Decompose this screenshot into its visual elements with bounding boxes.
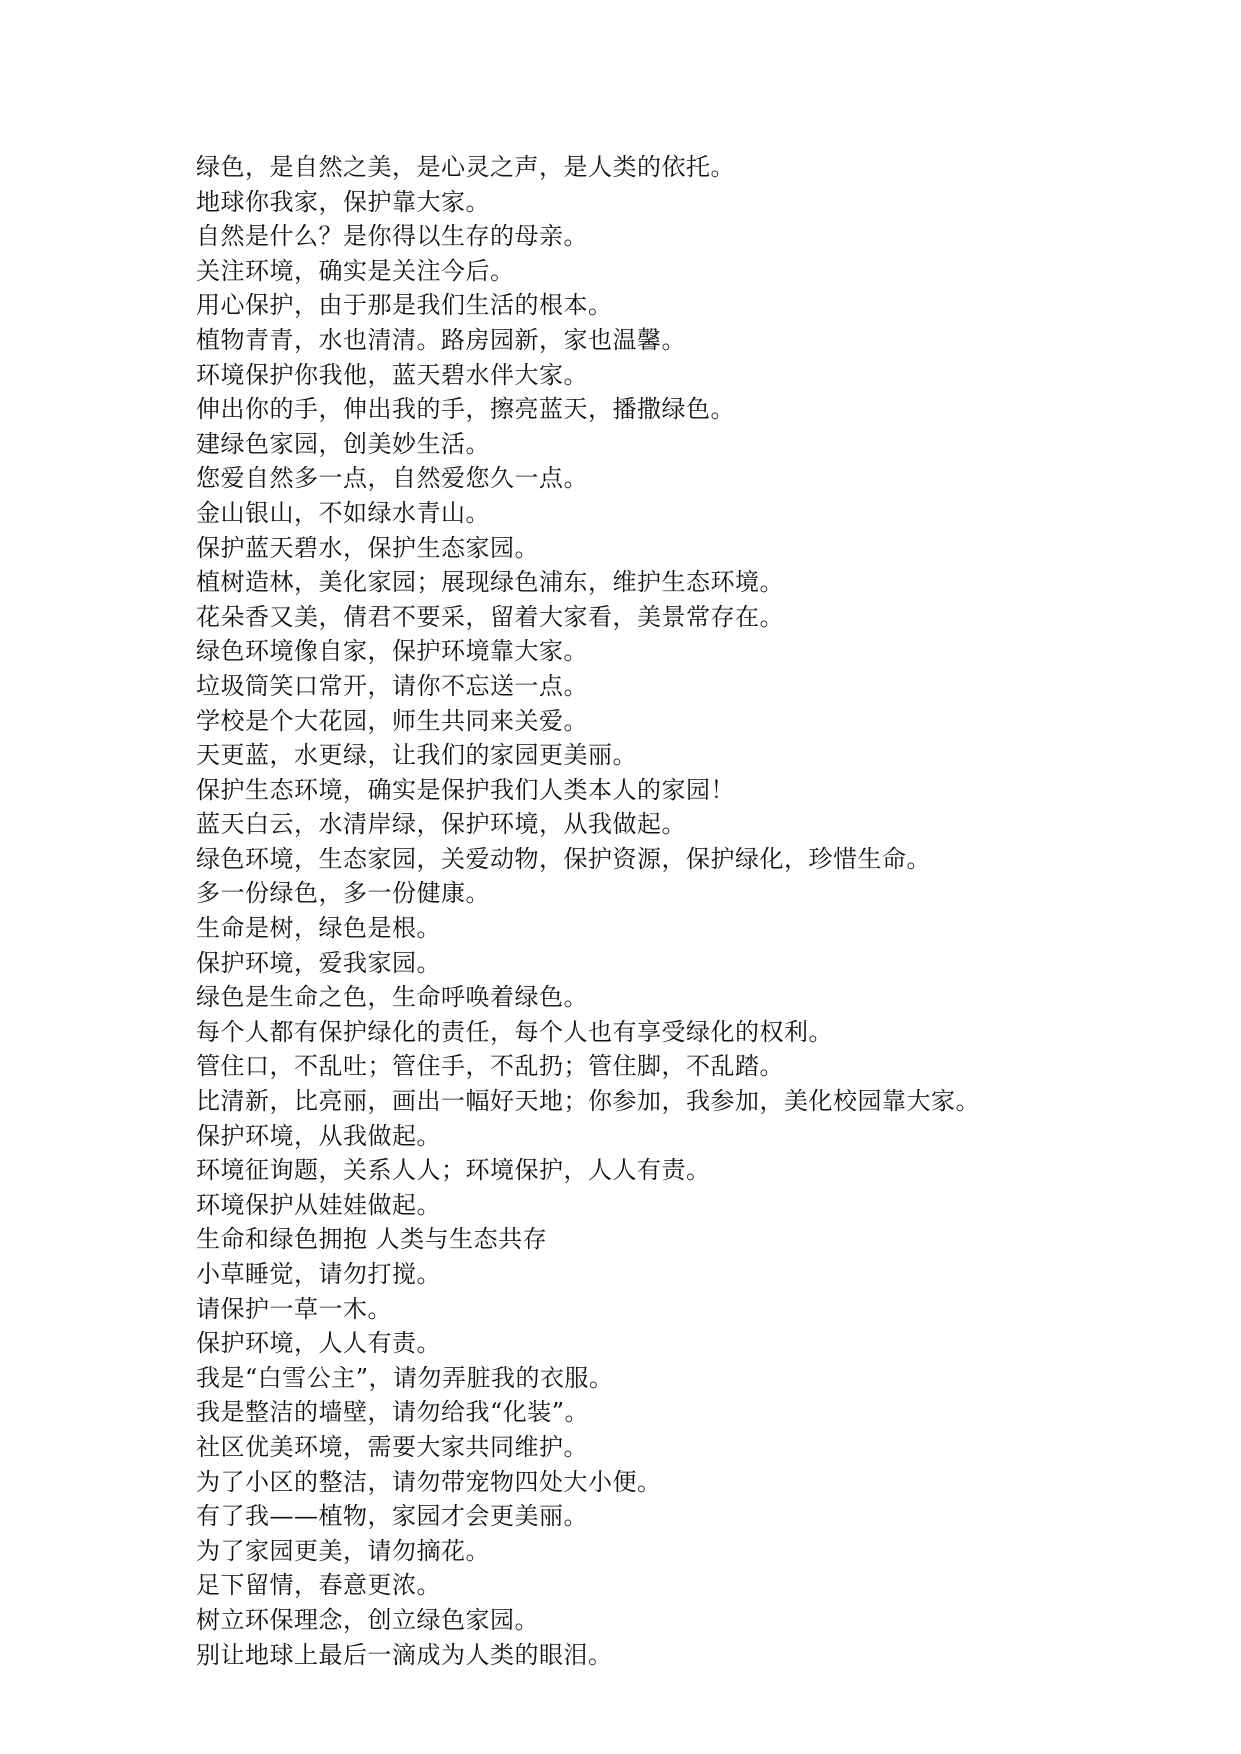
slogan-line: 环境征询题，关系人人；环境保护，人人有责。 bbox=[196, 1156, 711, 1185]
slogan-line: 您爱自然多一点，自然爱您久一点。 bbox=[196, 464, 588, 493]
slogan-line: 保护蓝天碧水，保护生态家园。 bbox=[196, 533, 539, 562]
slogan-list bbox=[196, 150, 1176, 1672]
slogan-line: 我是整洁的墙壁，请勿给我“化装”。 bbox=[196, 1398, 590, 1427]
slogan-line: 学校是个大花园，师生共同来关爱。 bbox=[196, 706, 588, 735]
slogan-line: 比清新，比亮丽，画出一幅好天地；你参加，我参加，美化校园靠大家。 bbox=[196, 1087, 980, 1116]
slogan-line: 别让地球上最后一滴成为人类的眼泪。 bbox=[196, 1640, 613, 1669]
slogan-line: 绿色环境像自家，保护环境靠大家。 bbox=[196, 637, 588, 666]
slogan-line: 关注环境，确实是关注今后。 bbox=[196, 256, 515, 285]
slogan-line: 每个人都有保护绿化的责任，每个人也有享受绿化的权利。 bbox=[196, 1017, 833, 1046]
slogan-line: 保护环境，爱我家园。 bbox=[196, 948, 441, 977]
slogan-line: 多一份绿色，多一份健康。 bbox=[196, 879, 490, 908]
slogan-line: 我是“白雪公主”，请勿弄脏我的衣服。 bbox=[196, 1363, 614, 1392]
slogan-line: 生命和绿色拥抱 人类与生态共存 bbox=[196, 1225, 548, 1254]
slogan-line: 绿色是生命之色，生命呼唤着绿色。 bbox=[196, 983, 588, 1012]
slogan-line: 伸出你的手，伸出我的手，擦亮蓝天，播撒绿色。 bbox=[196, 395, 735, 424]
slogan-line: 保护环境，从我做起。 bbox=[196, 1121, 441, 1150]
slogan-line: 花朵香又美，倩君不要采，留着大家看，美景常存在。 bbox=[196, 602, 784, 631]
slogan-line: 自然是什么？是你得以生存的母亲。 bbox=[196, 222, 588, 251]
slogan-line: 环境保护从娃娃做起。 bbox=[196, 1190, 441, 1219]
slogan-line: 金山银山，不如绿水青山。 bbox=[196, 498, 490, 527]
slogan-line: 请保护一草一木。 bbox=[196, 1294, 392, 1323]
slogan-line: 生命是树，绿色是根。 bbox=[196, 914, 441, 943]
slogan-line: 蓝天白云，水清岸绿，保护环境，从我做起。 bbox=[196, 810, 686, 839]
slogan-line: 为了小区的整洁，请勿带宠物四处大小便。 bbox=[196, 1467, 662, 1496]
slogan-line: 保护生态环境，确实是保护我们人类本人的家园！ bbox=[196, 775, 735, 804]
slogan-line: 树立环保理念，创立绿色家园。 bbox=[196, 1605, 539, 1634]
slogan-line: 为了家园更美，请勿摘花。 bbox=[196, 1536, 490, 1565]
slogan-line: 小草睡觉，请勿打搅。 bbox=[196, 1260, 441, 1288]
slogan-line: 地球你我家，保护靠大家。 bbox=[196, 187, 490, 216]
slogan-line: 管住口，不乱吐；管住手，不乱扔；管住脚，不乱踏。 bbox=[196, 1052, 784, 1081]
slogan-line: 足下留情，春意更浓。 bbox=[196, 1571, 441, 1600]
slogan-line: 植树造林，美化家园；展现绿色浦东，维护生态环境。 bbox=[196, 568, 784, 597]
slogan-line: 用心保护，由于那是我们生活的根本。 bbox=[196, 291, 613, 320]
slogan-line: 垃圾筒笑口常开，请你不忘送一点。 bbox=[196, 671, 588, 700]
slogan-line: 环境保护你我他，蓝天碧水伴大家。 bbox=[196, 360, 588, 389]
slogan-line: 保护环境，人人有责。 bbox=[196, 1329, 441, 1358]
slogan-line: 天更蓝，水更绿，让我们的家园更美丽。 bbox=[196, 741, 637, 770]
slogan-line: 绿色环境，生态家园，关爱动物，保护资源，保护绿化，珍惜生命。 bbox=[196, 844, 931, 873]
slogan-line: 社区优美环境，需要大家共同维护。 bbox=[196, 1432, 588, 1461]
slogan-line: 绿色，是自然之美，是心灵之声，是人类的依托。 bbox=[196, 153, 735, 181]
slogan-line: 植物青青，水也清清。路房园新，家也温馨。 bbox=[196, 325, 686, 354]
slogan-line: 有了我——植物，家园才会更美丽。 bbox=[196, 1502, 588, 1531]
slogan-line: 建绿色家园，创美妙生活。 bbox=[196, 429, 490, 458]
